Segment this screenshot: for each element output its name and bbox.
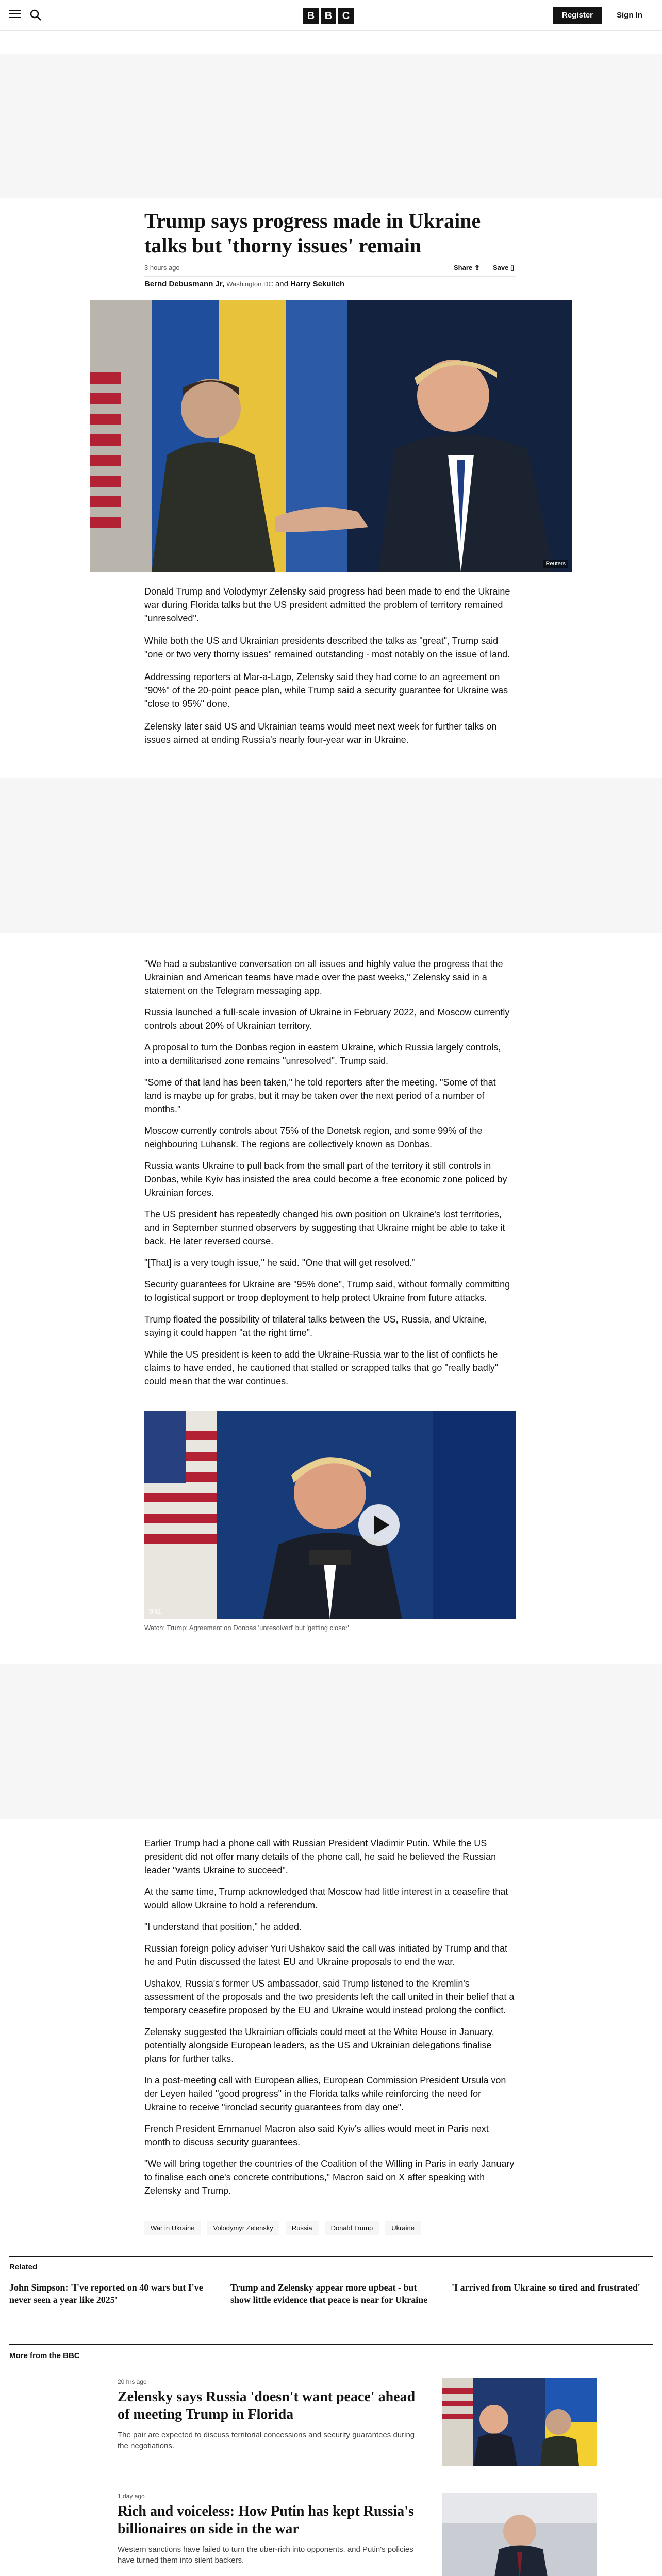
article-title: Trump says progress made in Ukraine talks but 'thorny issues' remain [144,209,481,257]
paragraph: A proposal to turn the Donbas region in eastern Ukraine, which Russia largely controls, into a demilitarised zone remains "unresolved", Trump said. [144,1042,501,1066]
menu-icon[interactable] [9,7,25,23]
lead-image [90,300,572,572]
share-icon: ⇪ [474,264,480,272]
image-credit: Reuters [543,560,568,568]
section-rule [9,2256,653,2257]
logo-letter: B [303,8,319,24]
paragraph: Zelensky later said US and Ukrainian teams would meet next week for further talks on issues aimed at ending Russia's nearly four-year war in Ukraine. [144,721,497,745]
byline-and: and [275,280,288,289]
timestamp: 3 hours ago [144,264,180,272]
tag-link[interactable]: Russia [286,2221,319,2235]
paragraph: In a post-meeting call with European allies, European Commission President Ursula von der Leyen hailed "good progress" in the Florida talks while reinforcing the need for Ukraine to receive "ironclad security guarantees from day one". [144,2075,506,2112]
advert-slot [0,1664,662,1819]
paragraph: Earlier Trump had a phone call with Russian President Vladimir Putin. While the US president did not offer many details of the phone call, he said he believed the Russian leader "wants Ukraine to succeed". [144,1838,496,1875]
more-heading: More from the BBC [9,2351,80,2360]
advert-slot [0,778,662,933]
story-thumbnail[interactable] [442,2493,597,2576]
bbc-logo[interactable] [303,8,354,24]
tag-link[interactable]: War in Ukraine [144,2221,201,2235]
tag-link[interactable]: Donald Trump [325,2221,379,2235]
paragraph: Ushakov, Russia's former US ambassador, said Trump listened to the Kremlin's assessment of the proposals and the two presidents left the call united in their belief that a temporary ceasefire proposed by the EU and Ukraine would instead prolong the conflict. [144,1978,515,2015]
paragraph: Donald Trump and Volodymyr Zelensky said progress had been made to end the Ukraine war during Florida talks but the US president admitted the problem of territory remained "unresolved". [144,586,510,623]
story-thumbnail[interactable] [442,2378,597,2466]
paragraph: Russia wants Ukraine to pull back from the small part of the territory it still controls in Donbas, while Kyiv has insisted the area could become a free economic zone policed by Ukrainian forces. [144,1161,507,1198]
article-body-section-3 [144,1837,516,2197]
author-location: Washington DC [226,280,273,288]
related-heading: Related [9,2263,38,2272]
divider [144,276,516,277]
logo-letter: B [321,8,336,24]
share-button[interactable] [454,264,480,272]
paragraph: At the same time, Trump acknowledged that Moscow had little interest in a ceasefire that would allow Ukraine to hold a referendum. [144,1887,508,1910]
paragraph: Trump floated the possibility of trilateral talks between the US, Russia, and Ukraine, saying it could happen "at the right time". [144,1314,487,1338]
paragraph: While both the US and Ukrainian presidents described the talks as "great", Trump said "one or two very thorny issues" remained outstanding - most notably on the issue of land. [144,636,510,659]
paragraph: "[That] is a very tough issue," he said. "One that will get resolved." [144,1258,416,1268]
paragraph: Zelensky suggested the Ukrainian officials could meet at the White House in January, potentially alongside European leaders, as the US and Ukrainian delegations finalise plans for further talks. [144,2027,494,2064]
tag-link[interactable]: Volodymyr Zelensky [207,2221,279,2235]
paragraph: Russian foreign policy adviser Yuri Ushakov said the call was initiated by Trump and that he and Putin discussed the latest EU and Ukraine proposals to end the war. [144,1943,508,1967]
paragraph: "We will bring together the countries of the Coalition of the Willing in Paris in early January to finalise each one's concrete contributions," Macron said on X after speaking with Zelensky and Trump. [144,2159,515,2196]
video-caption: Watch: Trump: Agreement on Donbas 'unresolved' but 'getting closer' [144,1624,349,1632]
share-label: Share [454,264,473,272]
paragraph: Addressing reporters at Mar-a-Lago, Zelensky said they had come to an agreement on "90%" of the 20-point peace plan, while Trump said a security guarantee for Ukraine was "close to 95%" done. [144,672,508,709]
article-body-section-1 [144,585,516,747]
paragraph: "Some of that land has been taken," he told reporters after the meeting. "Some of that land is maybe up for grabs, but it may be taken over the next period of a number of months." [144,1077,496,1114]
paragraph: Moscow currently controls about 75% of the Donetsk region, and some 99% of the neighbouring Luhansk. The regions are collectively known as Donbas. [144,1126,483,1149]
video-player[interactable] [144,1411,516,1619]
tag-link[interactable]: Ukraine [385,2221,421,2235]
play-icon [374,1515,389,1535]
author-link[interactable]: Harry Sekulich [290,280,345,289]
author-link[interactable]: Bernd Debusmann Jr, [144,280,225,289]
paragraph: Security guarantees for Ukraine are "95% done", Trump said, without formally committing to logistical support or troop deployment to help protect Ukraine from future attacks. [144,1279,510,1303]
byline [144,280,344,289]
search-icon[interactable] [28,7,43,23]
story-timestamp: 20 hrs ago [118,2378,147,2385]
logo-letter: C [338,8,354,24]
save-label: Save [493,264,509,272]
lead-image-illustration [90,300,572,572]
video-thumbnail [144,1411,516,1619]
register-button[interactable]: Register [553,7,602,24]
section-rule [9,2344,653,2345]
paragraph: Russia launched a full-scale invasion of Ukraine in February 2022, and Moscow currently controls about 20% of Ukrainian territory. [144,1007,510,1031]
topic-tags [144,2221,516,2235]
paragraph: "I understand that position," he added. [144,1922,302,1932]
advert-slot [0,54,662,198]
story-summary: Western sanctions have failed to turn the uber-rich into opponents, and Putin's policies have turned them into silent backers. [118,2545,413,2565]
site-header [0,0,662,31]
story-link[interactable]: Zelensky says Russia 'doesn't want peace' ahead of meeting Trump in Florida [118,2389,416,2422]
article-body-section-2 [144,957,516,1388]
story-summary: The pair are expected to discuss territorial concessions and security guarantees during the negotiations. [118,2431,415,2450]
paragraph: While the US president is keen to add the Ukraine-Russia war to the list of conflicts he claims to have ended, he cautioned that stalled or scrapped talks that go "really badly" could mean that the war continues. [144,1349,499,1386]
related-link[interactable]: Trump and Zelensky appear more upbeat - but show little evidence that peace is near for Ukraine [230,2282,428,2305]
related-link[interactable]: John Simpson: 'I've reported on 40 wars but I've never seen a year like 2025' [9,2282,203,2305]
paragraph: "We had a substantive conversation on all issues and highly value the progress that the Ukrainian and American teams have made over the past weeks," Zelensky said in a statement on the Telegram messaging app. [144,959,503,996]
save-button[interactable] [493,264,514,272]
thumbnail-image [442,2493,597,2576]
video-duration: 0:51 [150,1608,162,1615]
paragraph: French President Emmanuel Macron also said Kyiv's allies would meet in Paris next month to discuss security guarantees. [144,2124,489,2147]
bookmark-icon: ▯ [510,264,515,272]
paragraph: The US president has repeatedly changed his own position on Ukraine's lost territories, and in September stunned observers by suggesting that Ukraine might be able to take it back. He later reversed course. [144,1209,505,1246]
related-link[interactable]: 'I arrived from Ukraine so tired and frustrated' [452,2282,640,2293]
story-timestamp: 1 day ago [118,2493,145,2500]
story-link[interactable]: Rich and voiceless: How Putin has kept Russia's billionaires on side in the war [118,2503,414,2537]
thumbnail-image [442,2378,597,2466]
sign-in-link[interactable]: Sign In [617,11,642,20]
